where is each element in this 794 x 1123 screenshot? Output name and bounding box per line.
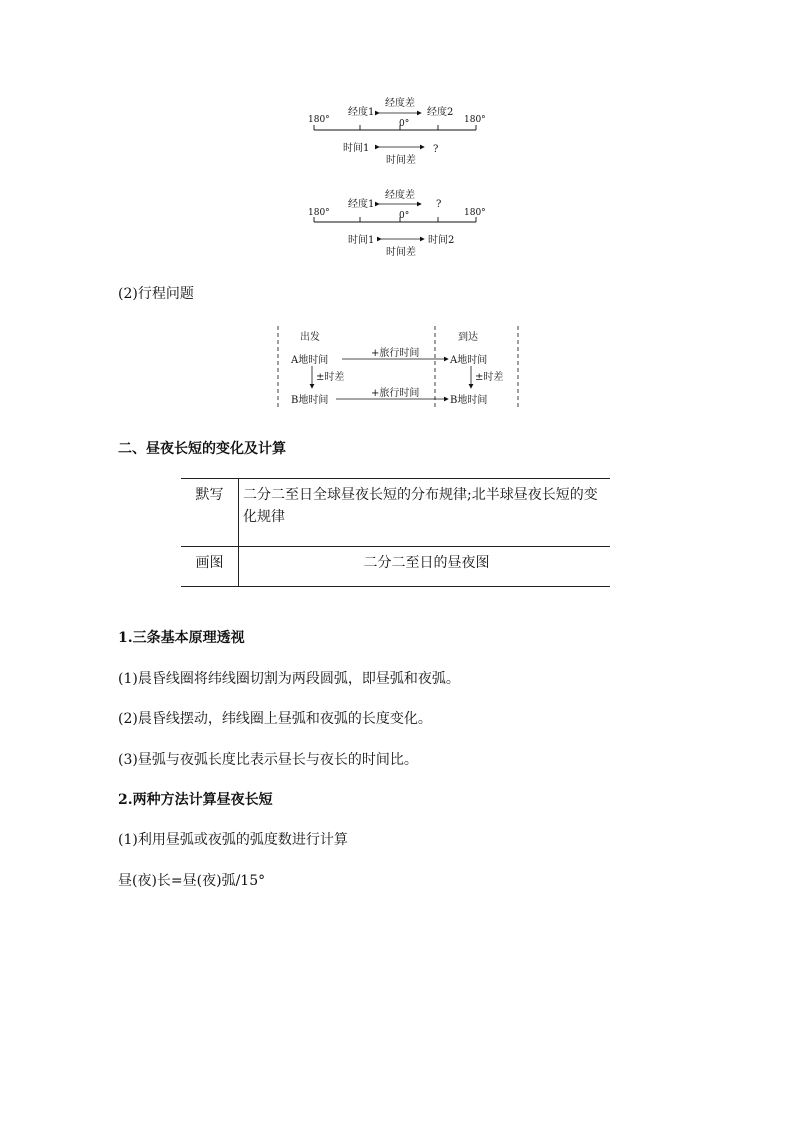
zero-label: 0° xyxy=(399,211,410,221)
lon1-label: 经度1 xyxy=(348,199,375,210)
a-time-right: A地时间 xyxy=(450,355,488,366)
b-time-left: B地时间 xyxy=(291,395,329,406)
b-time-right: B地时间 xyxy=(450,395,488,406)
left-180-label: 180° xyxy=(308,208,330,218)
a-time-left: A地时间 xyxy=(291,355,329,366)
unknown-label: ? xyxy=(436,199,442,210)
table-row-content xyxy=(239,479,611,547)
content-line-2: 化规律 xyxy=(243,509,285,525)
time1-label: 时间1 xyxy=(348,235,375,246)
right-180-label: 180° xyxy=(464,208,486,218)
paragraph-2: (2)晨昏线摆动，纬线圈上昼弧和夜弧的长度变化。 xyxy=(118,711,432,727)
content-line-1: 二分二至日全球昼夜长短的分布规律;北半球昼夜长短的变 xyxy=(243,487,598,503)
time2-label: 时间2 xyxy=(428,235,455,246)
paragraph-3: (3)昼弧与夜弧长度比表示昼长与夜长的时间比。 xyxy=(118,752,418,768)
time-diagram-2 xyxy=(300,185,500,260)
travel-time-label-bottom: +旅行时间 xyxy=(371,388,420,399)
time-diff-label: 时间差 xyxy=(386,155,416,166)
formula: 昼(夜)长=昼(夜)弧/15° xyxy=(118,873,266,889)
time-diff-right: ±时差 xyxy=(475,372,504,383)
depart-label: 出发 xyxy=(300,332,320,343)
lon2-label: 经度2 xyxy=(427,107,454,118)
zero-label: 0° xyxy=(399,119,410,129)
section-two-heading: 二、昼夜长短的变化及计算 xyxy=(118,441,286,457)
lon1-label: 经度1 xyxy=(348,107,375,118)
sub2-heading: 2.两种方法计算昼夜长短 xyxy=(118,792,273,808)
lon-diff-label: 经度差 xyxy=(385,98,415,109)
paragraph-4: (1)利用昼弧或夜弧的弧度数进行计算 xyxy=(118,832,348,848)
table-row-content: 二分二至日的昼夜图 xyxy=(239,547,611,587)
right-180-label: 180° xyxy=(464,115,486,125)
arrive-label: 到达 xyxy=(458,332,478,343)
left-180-label: 180° xyxy=(308,115,330,125)
table-row-label: 画图 xyxy=(181,547,239,587)
table-row xyxy=(181,547,610,587)
table-row-label: 默写 xyxy=(181,479,239,547)
section-travel-heading: (2)行程问题 xyxy=(118,286,194,302)
paragraph-1: (1)晨昏线圈将纬线圈切割为两段圆弧，即昼弧和夜弧。 xyxy=(118,671,460,687)
travel-diagram xyxy=(270,322,525,412)
time-diff-left: ±时差 xyxy=(316,372,345,383)
table-row xyxy=(181,479,610,547)
time-diagram-1 xyxy=(300,95,500,167)
sub1-heading: 1.三条基本原理透视 xyxy=(118,630,245,646)
time-diff-label: 时间差 xyxy=(386,247,416,258)
lon-diff-label: 经度差 xyxy=(385,190,415,201)
exercise-table xyxy=(181,478,610,587)
travel-time-label-top: +旅行时间 xyxy=(371,348,420,359)
unknown-label: ? xyxy=(433,144,439,155)
time1-label: 时间1 xyxy=(343,143,370,154)
